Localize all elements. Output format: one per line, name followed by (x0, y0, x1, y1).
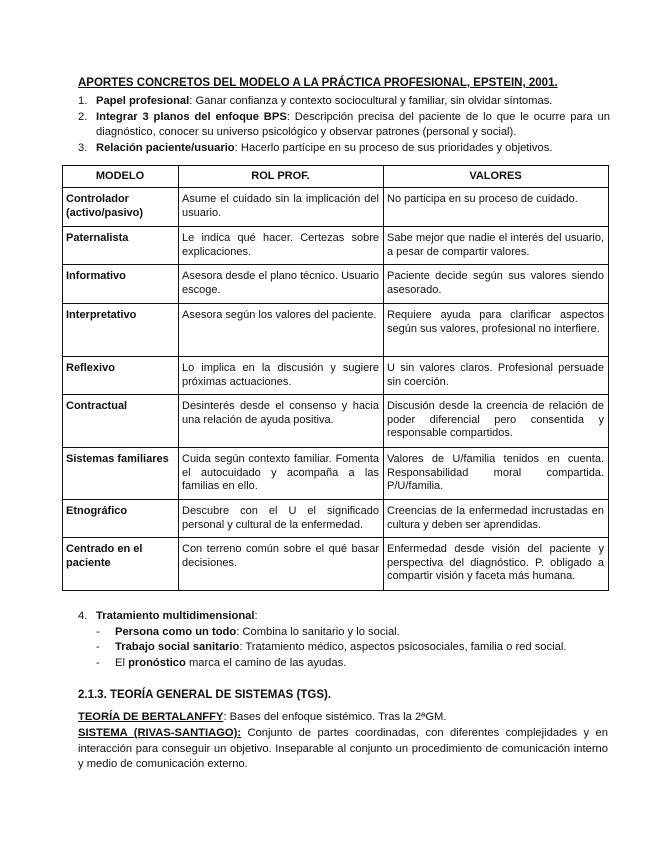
cell-values: Discusión desde la creencia de relación de poder diferencial pero consentida y responsable compartidos. (384, 395, 609, 448)
cell-role: Cuida según contexto familiar. Fomenta el autocuidado y acompaña a las familias en ello. (179, 448, 384, 500)
cell-model: Paternalista (63, 227, 179, 265)
table-row (63, 188, 609, 227)
cell-model: Informativo (63, 265, 179, 304)
cell-model: Sistemas familiares (63, 448, 179, 500)
item-number: 3. (78, 141, 88, 154)
sub-item-label: Persona como un todo (115, 625, 237, 638)
sub-item-label: pronóstico (128, 656, 186, 669)
cell-role: Asesora desde el plano técnico. Usuario escoge. (179, 265, 384, 304)
table-row (63, 395, 609, 448)
column-header-modelo: MODELO (63, 166, 179, 188)
column-header-valores: VALORES (384, 166, 609, 188)
cell-values: U sin valores claros. Profesional persuade sin coerción. (384, 357, 609, 395)
table-row (63, 304, 609, 357)
cell-model: Interpretativo (63, 304, 179, 357)
table-row (63, 265, 609, 304)
cell-role: Lo implica en la discusión y sugiere próximas actuaciones. (179, 357, 384, 395)
cell-values: Enfermedad desde visión del paciente y perspectiva del diagnóstico. P. obligado a compartir visión y faceta más humana. (384, 538, 609, 591)
cell-role: Le indica qué hacer. Certezas sobre explicaciones. (179, 227, 384, 265)
cell-values: Valores de U/familia tenidos en cuenta. Responsabilidad moral compartida. P/U/familia. (384, 448, 609, 500)
list-item (78, 141, 610, 157)
item-label: Relación paciente/usuario (96, 141, 235, 154)
item-text: : Ganar confianza y contexto sociocultural y familiar, sin olvidar síntomas. (189, 95, 553, 107)
item-label: Papel profesional (96, 95, 190, 107)
cell-values: No participa en su proceso de cuidado. (384, 188, 609, 227)
treatment-list (78, 609, 610, 671)
list-item (78, 110, 610, 141)
cell-values: Paciente decide según sus valores siendo asesorado. (384, 265, 609, 304)
cell-model: Reflexivo (63, 357, 179, 395)
cell-model: Centrado en el paciente (63, 538, 179, 591)
sub-list-item (78, 625, 610, 641)
item-label: Integrar 3 planos del enfoque BPS (96, 110, 287, 123)
item-text: : Hacerlo partícipe en su proceso de sus prioridades y objetivos. (234, 141, 553, 154)
sub-item-prefix: El (115, 656, 129, 669)
list-item (78, 94, 610, 110)
item-text: : Descripción precisa del paciente de lo que le ocurre para un diagnóstico, conocer su universo psicológico y observar patrones (personal y social). (96, 110, 610, 138)
dash-bullet: - (96, 625, 100, 638)
item-number: 1. (78, 95, 88, 107)
item-number: 4. (78, 610, 88, 622)
table-row (63, 538, 609, 591)
dash-bullet: - (96, 641, 100, 653)
column-header-rol: ROL PROF. (179, 166, 384, 188)
sub-item-text: : Tratamiento médico, aspectos psicosociales, familia o red social. (239, 641, 567, 653)
cell-role: Desinterés desde el consenso y hacia una relación de ayuda positiva. (179, 395, 384, 448)
sistema-label: SISTEMA (RIVAS-SANTIAGO): (78, 727, 242, 739)
sub-list-item (78, 656, 610, 672)
item-number: 2. (78, 110, 88, 123)
section-title: 2.1.3. TEORÍA GENERAL DE SISTEMAS (TGS). (78, 689, 332, 701)
bertalanffy-paragraph (78, 710, 608, 726)
cell-values: Sabe mejor que nadie el interés del usuario, a pesar de compartir valores. (384, 227, 609, 265)
item-label: Tratamiento multidimensional (96, 610, 255, 622)
bertalanffy-text: : Bases del enfoque sistémico. Tras la 2ªGM. (223, 711, 447, 723)
bertalanffy-label: TEORÍA DE BERTALANFFY (78, 711, 224, 723)
cell-role: Asume el cuidado sin la implicación del usuario. (179, 188, 384, 227)
table-header-row (63, 166, 609, 188)
sub-item-text: : Combina lo sanitario y lo social. (236, 625, 400, 638)
numbered-list (78, 94, 610, 156)
cell-values: Creencias de la enfermedad incrustadas en cultura y deben ser aprendidas. (384, 500, 609, 538)
cell-role: Asesora según los valores del paciente. (179, 304, 384, 357)
cell-role: Descubre con el U el significado personal y cultural de la enfermedad. (179, 500, 384, 538)
cell-model: Etnográfico (63, 500, 179, 538)
models-table (62, 165, 609, 591)
sub-item-text: marca el camino de las ayudas. (185, 656, 347, 669)
sub-item-label: Trabajo social sanitario (115, 641, 240, 653)
cell-values: Requiere ayuda para clarificar aspectos según sus valores, profesional no interfiere. (384, 304, 609, 357)
item-text: : (254, 610, 258, 622)
cell-model: Controlador (activo/pasivo) (63, 188, 179, 227)
sistema-text: Conjunto de partes coordinadas, con diferentes complejidades y en interacción para conseguir un objetivo. Inseparable al conjunto un procedimiento de comunicación interno y medio de comunicación externo. (78, 727, 608, 770)
list-item (78, 609, 610, 625)
sistema-paragraph (78, 726, 608, 773)
table-row (63, 357, 609, 395)
table-row (63, 227, 609, 265)
cell-role: Con terreno común sobre el qué basar decisiones. (179, 538, 384, 591)
dash-bullet: - (96, 656, 100, 669)
sub-list-item (78, 640, 610, 656)
table-row (63, 500, 609, 538)
table-row (63, 448, 609, 500)
page-heading: APORTES CONCRETOS DEL MODELO A LA PRÁCTICA PROFESIONAL, EPSTEIN, 2001. (78, 77, 558, 89)
cell-model: Contractual (63, 395, 179, 448)
